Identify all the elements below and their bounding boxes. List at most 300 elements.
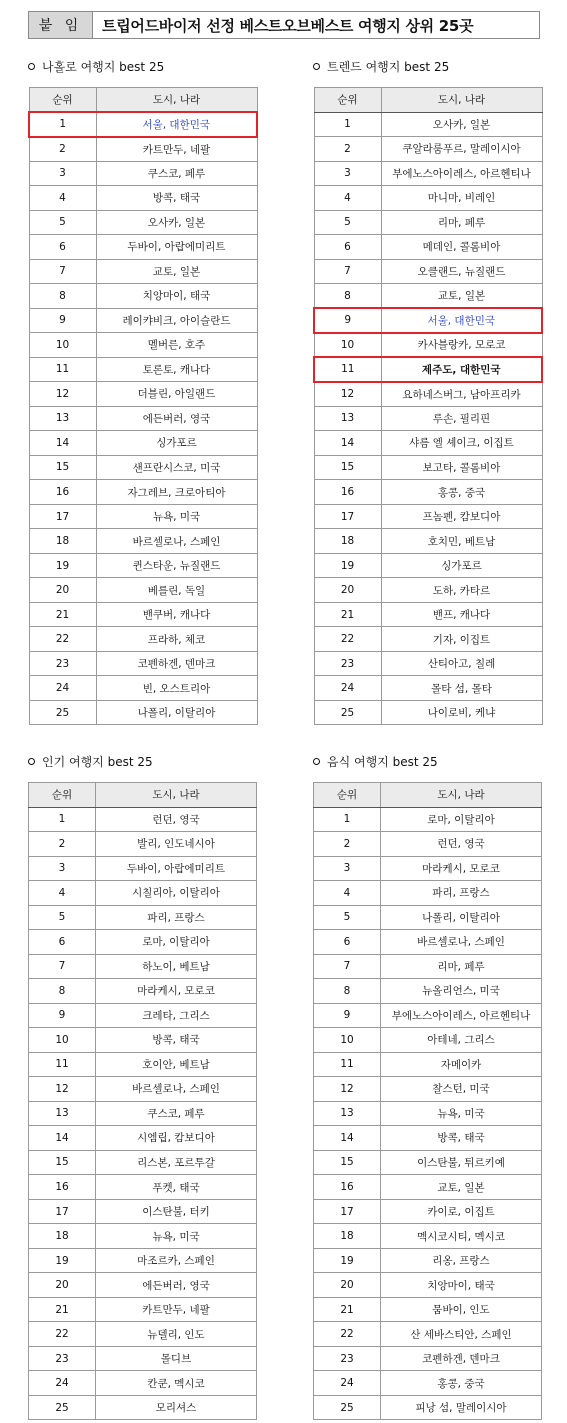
rank-cell: 23 xyxy=(314,651,381,676)
rank-cell: 2 xyxy=(314,832,381,857)
section-title: 트렌드 여행지 best 25 xyxy=(327,59,450,74)
bullet-circle-icon xyxy=(313,63,320,70)
city-column-header: 도시, 나라 xyxy=(381,783,542,808)
table-row xyxy=(29,979,257,1004)
rank-cell: 14 xyxy=(314,1126,381,1151)
rank-cell: 8 xyxy=(314,284,381,309)
table-row xyxy=(314,832,542,857)
rank-cell: 9 xyxy=(29,1003,96,1028)
city-cell: 로마, 이탈리아 xyxy=(381,807,542,832)
rank-cell: 6 xyxy=(29,235,96,260)
city-cell: 에든버러, 영국 xyxy=(96,1273,257,1298)
city-column-header: 도시, 나라 xyxy=(381,88,542,113)
rank-cell: 6 xyxy=(29,930,96,955)
city-cell: 모리셔스 xyxy=(96,1395,257,1420)
table-row xyxy=(314,1052,542,1077)
city-cell: 보고타, 콜롬비아 xyxy=(381,455,542,480)
table-row xyxy=(29,1101,257,1126)
table-row xyxy=(29,1199,257,1224)
city-cell: 이스탄불, 튀르키예 xyxy=(381,1150,542,1175)
rank-cell: 12 xyxy=(314,1077,381,1102)
appendix-badge: 붙 임 xyxy=(29,12,93,38)
city-cell: 멜버른, 호주 xyxy=(96,333,257,358)
rank-cell: 24 xyxy=(29,676,96,701)
city-cell: 방콕, 태국 xyxy=(96,1028,257,1053)
bullet-circle-icon xyxy=(313,758,320,765)
table-row xyxy=(314,259,542,284)
city-cell: 뉴올리언스, 미국 xyxy=(381,979,542,1004)
table-row xyxy=(29,1077,257,1102)
table-row xyxy=(29,1346,257,1371)
city-cell: 오사카, 일본 xyxy=(96,210,257,235)
table-row xyxy=(314,954,542,979)
rank-cell: 13 xyxy=(314,1101,381,1126)
rank-cell: 1 xyxy=(314,112,381,137)
city-cell: 교토, 일본 xyxy=(381,284,542,309)
city-cell: 토론토, 캐나다 xyxy=(96,357,257,382)
city-cell: 마라케시, 모로코 xyxy=(381,856,542,881)
rank-cell: 9 xyxy=(314,308,381,333)
city-cell: 시엠립, 캄보디아 xyxy=(96,1126,257,1151)
table-row xyxy=(314,455,542,480)
city-cell: 마조르카, 스페인 xyxy=(96,1248,257,1273)
page-title: 트립어드바이저 선정 베스트오브베스트 여행지 상위 25곳 xyxy=(102,16,474,35)
table-row xyxy=(314,1273,542,1298)
city-cell: 리마, 페루 xyxy=(381,210,542,235)
rank-cell: 17 xyxy=(314,504,381,529)
city-cell: 발리, 인도네시아 xyxy=(96,832,257,857)
city-cell: 뉴욕, 미국 xyxy=(96,504,257,529)
section-title: 인기 여행지 best 25 xyxy=(42,754,153,769)
city-cell: 리옹, 프랑스 xyxy=(381,1248,542,1273)
rank-cell: 22 xyxy=(314,1322,381,1347)
rank-cell: 20 xyxy=(29,578,96,603)
ranking-table-popular xyxy=(28,782,257,1420)
table-row xyxy=(314,602,542,627)
table-row xyxy=(29,1028,257,1053)
city-cell: 더블린, 아일랜드 xyxy=(96,382,257,407)
rank-cell: 6 xyxy=(314,930,381,955)
table-row xyxy=(314,676,542,701)
rank-cell: 18 xyxy=(29,1224,96,1249)
table-row xyxy=(29,578,257,603)
city-cell: 퀸스타운, 뉴질랜드 xyxy=(96,553,257,578)
rank-cell: 16 xyxy=(29,480,96,505)
rank-cell: 12 xyxy=(29,1077,96,1102)
table-row xyxy=(314,1175,542,1200)
city-cell: 칸쿤, 멕시코 xyxy=(96,1371,257,1396)
rank-cell: 10 xyxy=(314,1028,381,1053)
table-row xyxy=(29,1003,257,1028)
city-cell: 프놈펜, 캄보디아 xyxy=(381,504,542,529)
city-cell: 홍콩, 중국 xyxy=(381,480,542,505)
rank-cell: 4 xyxy=(314,881,381,906)
table-row xyxy=(314,357,542,382)
table-row xyxy=(29,480,257,505)
rank-cell: 3 xyxy=(314,856,381,881)
bullet-circle-icon xyxy=(28,63,35,70)
table-row xyxy=(29,602,257,627)
table-row xyxy=(314,112,542,137)
table-row xyxy=(29,1248,257,1273)
table-row xyxy=(314,210,542,235)
table-row xyxy=(314,979,542,1004)
appendix-header xyxy=(28,11,540,39)
rank-cell: 15 xyxy=(314,1150,381,1175)
rank-cell: 8 xyxy=(314,979,381,1004)
city-cell: 이스탄불, 터키 xyxy=(96,1199,257,1224)
table-row xyxy=(29,553,257,578)
city-cell: 메데인, 콜롬비아 xyxy=(381,235,542,260)
rank-cell: 4 xyxy=(314,186,381,211)
city-cell: 멕시코시티, 멕시코 xyxy=(381,1224,542,1249)
city-cell: 아테네, 그리스 xyxy=(381,1028,542,1053)
rank-cell: 3 xyxy=(29,856,96,881)
table-row xyxy=(29,832,257,857)
city-cell: 호치민, 베트남 xyxy=(381,529,542,554)
rank-cell: 8 xyxy=(29,979,96,1004)
rank-cell: 19 xyxy=(314,553,381,578)
city-cell: 루손, 필리핀 xyxy=(381,406,542,431)
table-row xyxy=(29,161,257,186)
rank-cell: 1 xyxy=(29,112,96,137)
table-row xyxy=(29,1322,257,1347)
table-row xyxy=(29,807,257,832)
rank-cell: 15 xyxy=(314,455,381,480)
city-cell: 오클랜드, 뉴질랜드 xyxy=(381,259,542,284)
city-cell: 마니마, 비레인 xyxy=(381,186,542,211)
table-row xyxy=(29,112,257,137)
city-cell: 치앙마이, 태국 xyxy=(96,284,257,309)
rank-cell: 14 xyxy=(29,1126,96,1151)
table-row xyxy=(314,1028,542,1053)
city-cell: 크레타, 그리스 xyxy=(96,1003,257,1028)
rank-cell: 18 xyxy=(314,529,381,554)
rank-cell: 7 xyxy=(314,259,381,284)
rank-cell: 21 xyxy=(314,602,381,627)
rank-cell: 12 xyxy=(314,382,381,407)
city-cell: 리마, 페루 xyxy=(381,954,542,979)
rank-column-header: 순위 xyxy=(29,88,96,113)
table-row xyxy=(314,1346,542,1371)
city-cell: 찰스턴, 미국 xyxy=(381,1077,542,1102)
rank-cell: 23 xyxy=(314,1346,381,1371)
city-cell: 파리, 프랑스 xyxy=(381,881,542,906)
table-row xyxy=(29,235,257,260)
table-row xyxy=(314,1003,542,1028)
city-cell: 런던, 영국 xyxy=(96,807,257,832)
table-row xyxy=(314,1077,542,1102)
table-row xyxy=(29,259,257,284)
city-cell: 로마, 이탈리아 xyxy=(96,930,257,955)
city-cell: 레이캬비크, 아이슬란드 xyxy=(96,308,257,333)
city-cell: 방콕, 태국 xyxy=(96,186,257,211)
rank-cell: 14 xyxy=(29,431,96,456)
rank-cell: 13 xyxy=(29,406,96,431)
table-row xyxy=(29,357,257,382)
rank-cell: 1 xyxy=(314,807,381,832)
table-row xyxy=(29,137,257,162)
rank-cell: 2 xyxy=(314,137,381,162)
rank-cell: 9 xyxy=(314,1003,381,1028)
table-row xyxy=(29,382,257,407)
city-cell: 뭄바이, 인도 xyxy=(381,1297,542,1322)
table-row xyxy=(314,553,542,578)
city-cell: 카사블랑카, 모로코 xyxy=(381,333,542,358)
city-cell: 산티아고, 칠레 xyxy=(381,651,542,676)
table-row xyxy=(29,1395,257,1420)
rank-cell: 25 xyxy=(29,1395,96,1420)
city-cell: 쿠알라룸푸르, 말레이시아 xyxy=(381,137,542,162)
table-row xyxy=(314,1199,542,1224)
city-cell: 요하네스버그, 남아프리카 xyxy=(381,382,542,407)
rank-cell: 24 xyxy=(314,1371,381,1396)
city-cell: 나이로비, 케냐 xyxy=(381,700,542,725)
city-cell: 서울, 대한민국 xyxy=(96,112,257,137)
city-cell: 뉴욕, 미국 xyxy=(381,1101,542,1126)
rank-cell: 18 xyxy=(29,529,96,554)
rank-cell: 10 xyxy=(29,1028,96,1053)
rank-cell: 6 xyxy=(314,235,381,260)
city-cell: 코펜하겐, 덴마크 xyxy=(381,1346,542,1371)
table-row xyxy=(314,235,542,260)
table-row xyxy=(314,284,542,309)
table-row xyxy=(29,905,257,930)
rank-cell: 17 xyxy=(29,504,96,529)
rank-cell: 14 xyxy=(314,431,381,456)
rank-cell: 17 xyxy=(314,1199,381,1224)
table-row xyxy=(314,480,542,505)
rank-cell: 23 xyxy=(29,651,96,676)
rank-cell: 5 xyxy=(314,905,381,930)
rank-cell: 4 xyxy=(29,881,96,906)
rank-cell: 21 xyxy=(29,1297,96,1322)
table-row xyxy=(314,406,542,431)
table-header-row xyxy=(314,88,542,113)
rank-cell: 7 xyxy=(314,954,381,979)
rank-cell: 22 xyxy=(29,1322,96,1347)
city-cell: 부에노스아이레스, 아르헨티나 xyxy=(381,1003,542,1028)
table-header-row xyxy=(29,783,257,808)
rank-cell: 13 xyxy=(29,1101,96,1126)
rank-cell: 21 xyxy=(314,1297,381,1322)
table-row xyxy=(29,455,257,480)
rank-cell: 22 xyxy=(29,627,96,652)
rank-cell: 5 xyxy=(29,905,96,930)
table-row xyxy=(314,651,542,676)
city-cell: 자메이카 xyxy=(381,1052,542,1077)
city-cell: 코펜하겐, 덴마크 xyxy=(96,651,257,676)
table-row xyxy=(314,807,542,832)
city-cell: 방콕, 태국 xyxy=(381,1126,542,1151)
city-cell: 시칠리아, 이탈리아 xyxy=(96,881,257,906)
rank-cell: 3 xyxy=(314,161,381,186)
city-column-header: 도시, 나라 xyxy=(96,88,257,113)
table-row xyxy=(29,406,257,431)
table-row xyxy=(314,1395,542,1420)
city-cell: 샌프란시스코, 미국 xyxy=(96,455,257,480)
rank-cell: 19 xyxy=(29,553,96,578)
city-column-header: 도시, 나라 xyxy=(96,783,257,808)
table-row xyxy=(29,210,257,235)
table-row xyxy=(29,1150,257,1175)
table-row xyxy=(29,651,257,676)
city-cell: 마라케시, 모로코 xyxy=(96,979,257,1004)
rank-cell: 23 xyxy=(29,1346,96,1371)
city-cell: 나폴리, 이탈리아 xyxy=(381,905,542,930)
table-row xyxy=(314,1248,542,1273)
city-cell: 샤름 엘 셰이크, 이집트 xyxy=(381,431,542,456)
rank-cell: 7 xyxy=(29,259,96,284)
table-row xyxy=(314,1297,542,1322)
city-cell: 밴프, 캐나다 xyxy=(381,602,542,627)
rank-cell: 4 xyxy=(29,186,96,211)
rank-cell: 9 xyxy=(29,308,96,333)
city-cell: 하노이, 베트남 xyxy=(96,954,257,979)
rank-cell: 11 xyxy=(29,1052,96,1077)
table-row xyxy=(29,954,257,979)
city-cell: 푸켓, 태국 xyxy=(96,1175,257,1200)
city-cell: 기자, 이집트 xyxy=(381,627,542,652)
table-row xyxy=(29,431,257,456)
city-cell: 파리, 프랑스 xyxy=(96,905,257,930)
table-row xyxy=(314,905,542,930)
city-cell: 홍콩, 중국 xyxy=(381,1371,542,1396)
rank-cell: 15 xyxy=(29,455,96,480)
table-row xyxy=(29,700,257,725)
city-cell: 산 세바스티안, 스페인 xyxy=(381,1322,542,1347)
rank-column-header: 순위 xyxy=(29,783,96,808)
rank-column-header: 순위 xyxy=(314,783,381,808)
city-cell: 몰디브 xyxy=(96,1346,257,1371)
city-cell: 교토, 일본 xyxy=(96,259,257,284)
table-row xyxy=(314,529,542,554)
table-header-row xyxy=(314,783,542,808)
table-row xyxy=(314,504,542,529)
table-row xyxy=(314,161,542,186)
table-row xyxy=(314,1101,542,1126)
city-cell: 교토, 일본 xyxy=(381,1175,542,1200)
table-row xyxy=(314,856,542,881)
ranking-table-food xyxy=(313,782,542,1420)
table-row xyxy=(314,930,542,955)
rank-cell: 25 xyxy=(314,1395,381,1420)
city-cell: 부에노스아이레스, 아르헨티나 xyxy=(381,161,542,186)
city-cell: 자그레브, 크로아티아 xyxy=(96,480,257,505)
city-cell: 두바이, 아랍에미리트 xyxy=(96,856,257,881)
section-title: 음식 여행지 best 25 xyxy=(327,754,438,769)
table-row xyxy=(29,1371,257,1396)
ranking-table-solo xyxy=(28,87,258,725)
table-row xyxy=(29,1052,257,1077)
rank-cell: 19 xyxy=(314,1248,381,1273)
rank-cell: 11 xyxy=(314,1052,381,1077)
rank-cell: 19 xyxy=(29,1248,96,1273)
rank-cell: 22 xyxy=(314,627,381,652)
rank-cell: 8 xyxy=(29,284,96,309)
section-trend xyxy=(313,57,541,75)
bullet-circle-icon xyxy=(28,758,35,765)
city-cell: 몰타 섬, 몰타 xyxy=(381,676,542,701)
rank-cell: 20 xyxy=(314,1273,381,1298)
city-cell: 나폴리, 이탈리아 xyxy=(96,700,257,725)
city-cell: 빈, 오스트리아 xyxy=(96,676,257,701)
table-row xyxy=(29,1297,257,1322)
city-cell: 두바이, 아랍에미리트 xyxy=(96,235,257,260)
rank-cell: 18 xyxy=(314,1224,381,1249)
rank-cell: 11 xyxy=(314,357,381,382)
city-cell: 카이로, 이집트 xyxy=(381,1199,542,1224)
rank-cell: 17 xyxy=(29,1199,96,1224)
table-row xyxy=(314,700,542,725)
rank-cell: 7 xyxy=(29,954,96,979)
city-cell: 치앙마이, 태국 xyxy=(381,1273,542,1298)
table-row xyxy=(29,284,257,309)
city-cell: 서울, 대한민국 xyxy=(381,308,542,333)
table-row xyxy=(29,1224,257,1249)
ranking-table-trend xyxy=(313,87,543,725)
table-row xyxy=(314,137,542,162)
rank-cell: 15 xyxy=(29,1150,96,1175)
rank-cell: 2 xyxy=(29,832,96,857)
table-row xyxy=(314,1224,542,1249)
table-row xyxy=(314,1126,542,1151)
table-row xyxy=(29,930,257,955)
table-row xyxy=(29,529,257,554)
city-cell: 에든버러, 영국 xyxy=(96,406,257,431)
rank-cell: 20 xyxy=(314,578,381,603)
table-row xyxy=(314,308,542,333)
city-cell: 호이안, 베트남 xyxy=(96,1052,257,1077)
rank-cell: 16 xyxy=(29,1175,96,1200)
table-row xyxy=(314,431,542,456)
table-row xyxy=(314,333,542,358)
city-cell: 뉴델리, 인도 xyxy=(96,1322,257,1347)
table-header-row xyxy=(29,88,257,113)
rank-cell: 20 xyxy=(29,1273,96,1298)
rank-cell: 1 xyxy=(29,807,96,832)
city-cell: 카트만두, 네팔 xyxy=(96,137,257,162)
city-cell: 바르셀로나, 스페인 xyxy=(96,1077,257,1102)
section-solo xyxy=(28,57,256,75)
rank-cell: 24 xyxy=(314,676,381,701)
city-cell: 뉴욕, 미국 xyxy=(96,1224,257,1249)
table-row xyxy=(29,856,257,881)
table-row xyxy=(29,627,257,652)
city-cell: 피낭 섬, 말레이시아 xyxy=(381,1395,542,1420)
rank-cell: 21 xyxy=(29,602,96,627)
city-cell: 싱가포르 xyxy=(96,431,257,456)
city-cell: 밴쿠버, 캐나다 xyxy=(96,602,257,627)
city-cell: 싱가포르 xyxy=(381,553,542,578)
table-row xyxy=(314,1371,542,1396)
table-row xyxy=(29,308,257,333)
section-food xyxy=(313,752,541,770)
city-cell: 카트만두, 네팔 xyxy=(96,1297,257,1322)
city-cell: 바르셀로나, 스페인 xyxy=(96,529,257,554)
city-cell: 베를린, 독일 xyxy=(96,578,257,603)
section-title: 나홀로 여행지 best 25 xyxy=(42,59,165,74)
city-cell: 쿠스코, 페루 xyxy=(96,161,257,186)
table-row xyxy=(314,382,542,407)
rank-column-header: 순위 xyxy=(314,88,381,113)
table-row xyxy=(29,504,257,529)
rank-cell: 5 xyxy=(314,210,381,235)
table-row xyxy=(314,627,542,652)
table-row xyxy=(29,1273,257,1298)
city-cell: 프라하, 체코 xyxy=(96,627,257,652)
table-row xyxy=(29,1175,257,1200)
